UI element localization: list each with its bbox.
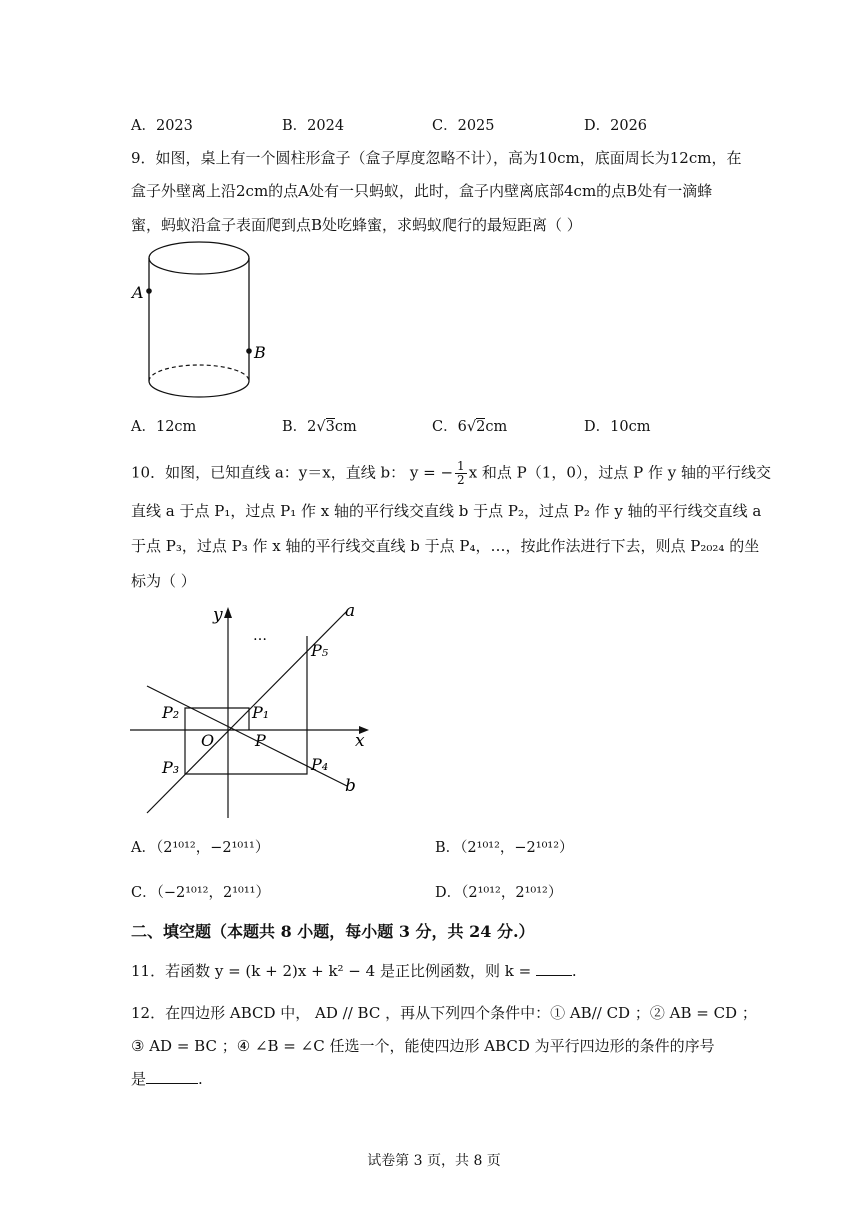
section-heading: 二、填空题（本题共 8 小题，每小题 3 分，共 24 分.） (131, 922, 535, 941)
q9-option-c (432, 415, 507, 436)
point-p5-label: P₅ (311, 641, 329, 660)
q9-line-2: 盒子外壁离上沿2cm的点A处有一只蚂蚁，此时，盒子内壁离底部4cm的点B处有一滴蜂 (131, 182, 713, 200)
q9-option-b (282, 415, 357, 436)
q9-option-b-coef: 2 (307, 419, 317, 435)
point-p-label: P (255, 731, 266, 750)
q9-option-b-prefix: B． (282, 419, 308, 435)
y-axis-arrow (224, 607, 232, 618)
sqrt-symbol: √ (316, 419, 326, 435)
q11-text: 11．若函数 y = (k + 2)x + k² − 4 是正比例函数，则 k = (131, 962, 536, 980)
continuation-dots: … (253, 628, 267, 644)
q10-line-1-y: y = − (409, 463, 454, 482)
q11-answer-blank[interactable] (536, 975, 572, 976)
sqrt-symbol: √ (466, 419, 477, 435)
q9-option-c-radicand: 2 (476, 419, 486, 435)
q10-line-1 (131, 460, 771, 487)
q12-answer-blank[interactable] (146, 1083, 198, 1084)
cylinder-figure (120, 238, 270, 406)
q9-option-b-radicand: 3 (325, 419, 335, 435)
y-axis-label: y (213, 605, 223, 625)
point-b-label: B (254, 343, 266, 362)
q8-option-c: C．2025 (432, 118, 495, 134)
q10-line-1-a: 10．如图，已知直线 a：y＝x，直线 b： (131, 463, 406, 482)
point-p2-label: P₂ (162, 703, 180, 722)
origin-label: O (201, 731, 215, 750)
q8-option-d: D．2026 (584, 118, 648, 134)
q9-option-c-unit: cm (485, 419, 508, 435)
q10-option-d: D．（2¹⁰¹²，2¹⁰¹²） (435, 885, 563, 901)
cylinder-bottom-back (149, 365, 249, 381)
q11-line (131, 960, 577, 981)
x-axis-label: x (355, 731, 365, 751)
q11-suffix: . (571, 962, 577, 980)
point-a-dot (146, 288, 152, 294)
q9-option-c-prefix: C． (432, 419, 458, 435)
q12-line-1: 12．在四边形 ABCD 中， AD // BC ，再从下列四个条件中：① AB// CD ；② AB = CD ； (131, 1004, 757, 1022)
point-b-dot (246, 348, 252, 354)
q10-line-4: 标为（ ） (131, 572, 196, 590)
point-a-label: A (132, 283, 144, 302)
q10-option-a: A．（2¹⁰¹²，−2¹⁰¹¹） (131, 840, 270, 856)
q9-line-1: 9．如图，桌上有一个圆柱形盒子（盒子厚度忽略不计），高为10cm，底面周长为12cm，在 (131, 149, 742, 167)
q9-option-a: A．12cm (131, 419, 197, 435)
construction-path (185, 636, 307, 774)
page-footer: 试卷第 3 页，共 8 页 (367, 1153, 501, 1169)
q12-line-3-prefix: 是 (131, 1070, 147, 1088)
q8-option-a: A．2023 (131, 118, 193, 134)
fraction-denominator: 2 (457, 473, 465, 487)
coordinate-figure (125, 598, 375, 823)
q12-line-2: ③ AD = BC ；④ ∠B = ∠C 任选一个，能使四边形 ABCD 为平行四边形的条件的序号 (131, 1037, 715, 1055)
cylinder-bottom-front (149, 381, 249, 397)
point-p3-label: P₃ (162, 758, 180, 777)
q12-line-3 (131, 1068, 203, 1089)
q10-option-b: B．（2¹⁰¹²，−2¹⁰¹²） (435, 840, 574, 856)
q10-line-1-b: x 和点 P（1，0），过点 P 作 y 轴的平行线交 (468, 463, 772, 482)
q9-line-3: 蜜，蚂蚁沿盒子表面爬到点B处吃蜂蜜，求蚂蚁爬行的最短距离（ ） (131, 216, 582, 234)
q9-option-c-coef: 6 (457, 419, 467, 435)
point-p1-label: P₁ (252, 703, 270, 722)
cylinder-top-ellipse (149, 242, 249, 274)
q9-option-b-unit: cm (334, 419, 357, 435)
line-a-label: a (345, 601, 356, 621)
q10-line-2: 直线 a 于点 P₁，过点 P₁ 作 x 轴的平行线交直线 b 于点 P₂，过点 P₂ 作 y 轴的平行线交直线 a (131, 502, 762, 520)
fraction-numerator: 1 (457, 459, 465, 473)
q12-line-3-suffix: . (198, 1070, 203, 1088)
q8-option-b: B．2024 (282, 118, 345, 134)
line-b-label: b (345, 776, 356, 796)
point-p4-label: P₄ (311, 755, 329, 774)
q9-option-d: D．10cm (584, 419, 651, 435)
q10-line-3: 于点 P₃，过点 P₃ 作 x 轴的平行线交直线 b 于点 P₄，…，按此作法进行下去，则点 P₂₀₂₄ 的坐 (131, 537, 760, 555)
fraction-half (455, 460, 467, 487)
q10-option-c: C．（−2¹⁰¹²，2¹⁰¹¹） (131, 885, 270, 901)
